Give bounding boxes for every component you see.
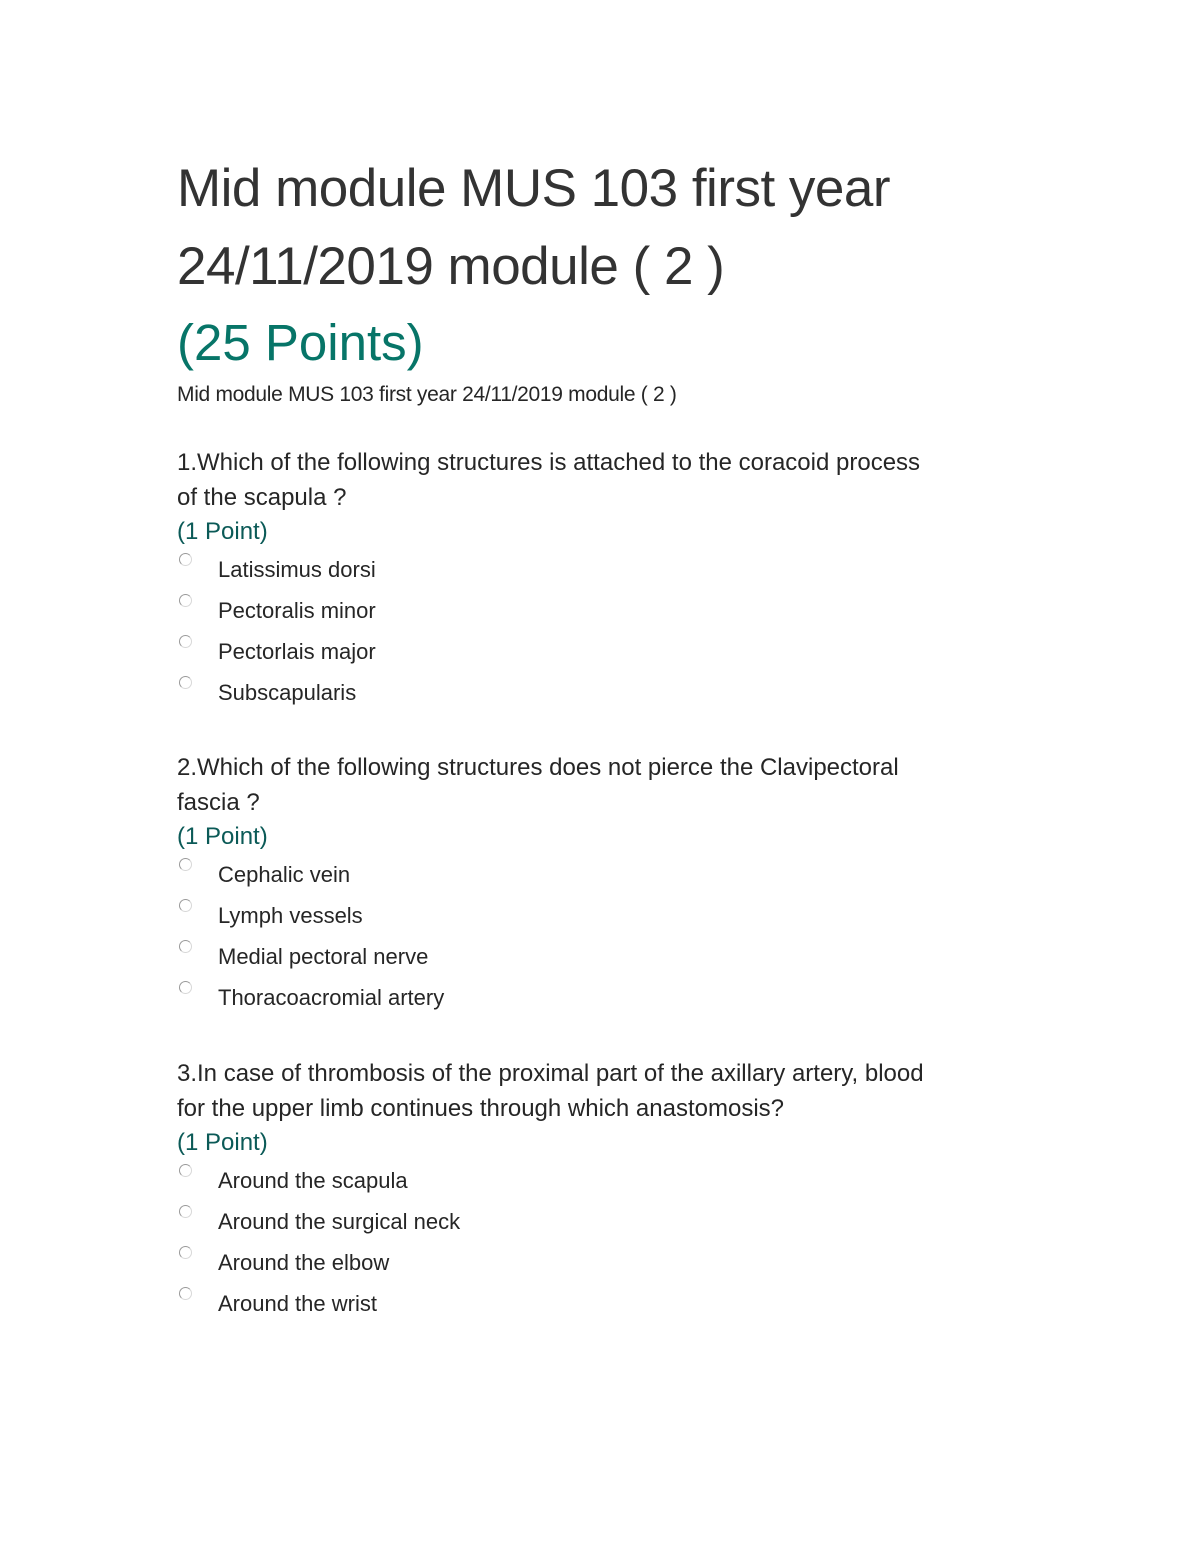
answer-option[interactable] bbox=[177, 899, 1037, 940]
answer-options bbox=[177, 858, 1037, 1022]
answer-option[interactable] bbox=[177, 553, 1037, 594]
option-label: Lymph vessels bbox=[218, 903, 363, 928]
answer-option[interactable] bbox=[177, 981, 1037, 1022]
quiz-document bbox=[177, 150, 1037, 410]
radio-button[interactable] bbox=[179, 981, 192, 994]
option-label: Around the wrist bbox=[218, 1291, 377, 1316]
radio-button[interactable] bbox=[179, 899, 192, 912]
question-text-line: 3.In case of thrombosis of the proximal part of the axillary artery, blood bbox=[177, 1060, 924, 1087]
question-text-line: 1.Which of the following structures is attached to the coracoid process bbox=[177, 449, 921, 476]
answer-option[interactable] bbox=[177, 594, 1037, 635]
radio-button[interactable] bbox=[179, 1287, 192, 1300]
option-label: Pectorlais major bbox=[218, 639, 376, 664]
question-points: (1 Point) bbox=[177, 1129, 268, 1156]
option-label: Around the scapula bbox=[218, 1168, 408, 1193]
radio-button[interactable] bbox=[179, 553, 192, 566]
radio-button[interactable] bbox=[179, 594, 192, 607]
title-line-2: 24/11/2019 module ( 2 ) bbox=[177, 237, 725, 296]
radio-button[interactable] bbox=[179, 1205, 192, 1218]
answer-option[interactable] bbox=[177, 1164, 1037, 1205]
option-label: Pectoralis minor bbox=[218, 598, 376, 623]
question-text-line: 2.Which of the following structures does not pierce the Clavipectoral bbox=[177, 754, 899, 781]
answer-option[interactable] bbox=[177, 1205, 1037, 1246]
answer-option[interactable] bbox=[177, 1287, 1037, 1328]
answer-option[interactable] bbox=[177, 940, 1037, 981]
question-text-line: for the upper limb continues through which anastomosis? bbox=[177, 1095, 785, 1122]
question-1 bbox=[177, 445, 1037, 717]
title-line-1: Mid module MUS 103 first year bbox=[177, 159, 891, 218]
quiz-description: Mid module MUS 103 first year 24/11/2019 module ( 2 ) bbox=[177, 383, 677, 406]
option-label: Around the surgical neck bbox=[218, 1209, 461, 1234]
radio-button[interactable] bbox=[179, 1164, 192, 1177]
question-text-line: fascia ? bbox=[177, 789, 260, 816]
page-title bbox=[177, 150, 1037, 306]
option-label: Subscapularis bbox=[218, 680, 357, 705]
answer-options bbox=[177, 1164, 1037, 1328]
radio-button[interactable] bbox=[179, 940, 192, 953]
answer-options bbox=[177, 553, 1037, 717]
question-text bbox=[177, 1056, 1037, 1126]
option-label: Medial pectoral nerve bbox=[218, 944, 429, 969]
question-text bbox=[177, 750, 1037, 820]
radio-button[interactable] bbox=[179, 635, 192, 648]
question-text bbox=[177, 445, 1037, 515]
question-points: (1 Point) bbox=[177, 823, 268, 850]
radio-button[interactable] bbox=[179, 1246, 192, 1259]
total-points: (25 Points) bbox=[177, 314, 424, 371]
answer-option[interactable] bbox=[177, 676, 1037, 717]
radio-button[interactable] bbox=[179, 858, 192, 871]
radio-button[interactable] bbox=[179, 676, 192, 689]
answer-option[interactable] bbox=[177, 635, 1037, 676]
option-label: Cephalic vein bbox=[218, 862, 351, 887]
answer-option[interactable] bbox=[177, 858, 1037, 899]
question-3 bbox=[177, 1056, 1037, 1328]
question-points: (1 Point) bbox=[177, 518, 268, 545]
option-label: Around the elbow bbox=[218, 1250, 390, 1275]
answer-option[interactable] bbox=[177, 1246, 1037, 1287]
question-text-line: of the scapula ? bbox=[177, 484, 347, 511]
option-label: Latissimus dorsi bbox=[218, 557, 376, 582]
question-2 bbox=[177, 750, 1037, 1022]
option-label: Thoracoacromial artery bbox=[218, 985, 445, 1010]
